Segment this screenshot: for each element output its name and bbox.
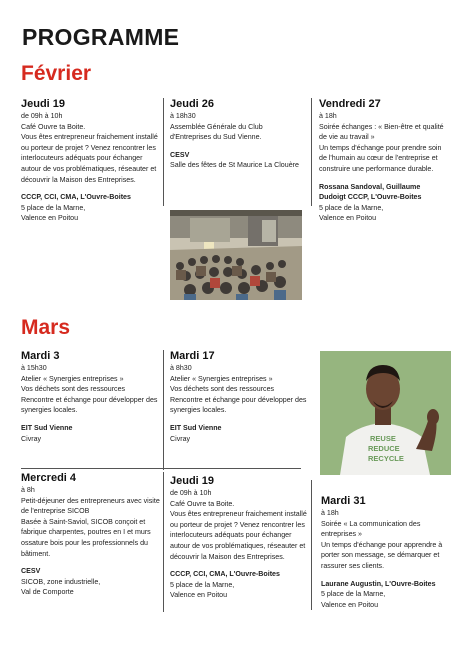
month-heading-fevrier: Février bbox=[21, 62, 92, 85]
event-city: Val de Comporte bbox=[21, 588, 74, 597]
event-time: à 15h30 bbox=[21, 364, 47, 372]
divider bbox=[163, 350, 164, 470]
event-organizer: Rossana Sandoval, Guillaume Dudoigt CCCP, L'Ouvre-Boites bbox=[319, 182, 422, 202]
event-organizer: CCCP, CCI, CMA, L'Ouvre-Boites bbox=[21, 193, 131, 202]
shirt-text-recycle: RECYCLE bbox=[368, 454, 404, 463]
event-fev-19 bbox=[21, 98, 161, 224]
event-time: de 09h à 10h bbox=[170, 489, 212, 497]
event-time: à 18h bbox=[319, 112, 337, 120]
event-desc: Soirée « La communication des entreprises » bbox=[321, 519, 421, 539]
event-organizer: CCCP, CCI, CMA, L'Ouvre-Boites bbox=[170, 570, 280, 579]
event-desc: Vous êtes entrepreneur fraichement installé ou porteur de projet ? Venez rencontrer les interlocuteurs adéquats pour échanger autour de vos problématiques, réseauter et découvrir la Maison des Entreprises. bbox=[21, 133, 158, 184]
event-fev-27 bbox=[319, 98, 449, 224]
event-desc: Un temps d'échange pour prendre soin de l'humain au cœur de l'entreprise et construire une performance durable. bbox=[319, 143, 442, 173]
event-time: à 18h bbox=[321, 509, 339, 517]
event-day: Jeudi 19 bbox=[21, 98, 66, 110]
event-place: 5 place de la Marne, bbox=[321, 590, 386, 599]
event-day: Mercredi 4 bbox=[21, 472, 77, 484]
event-city: Civray bbox=[170, 434, 191, 443]
event-desc: Assemblée Générale du Club d'Entreprises du Sud Vienne. bbox=[170, 122, 263, 142]
event-organizer: Laurane Augustin, L'Ouvre-Boites bbox=[321, 579, 436, 588]
event-day: Vendredi 27 bbox=[319, 98, 381, 110]
event-mars-4 bbox=[21, 472, 161, 598]
event-desc: Vos déchets sont des ressources bbox=[21, 385, 126, 394]
event-place: Salle des fêtes de St Maurice La Clouère bbox=[170, 161, 299, 170]
event-time: à 18h30 bbox=[170, 112, 196, 120]
event-time: à 8h30 bbox=[170, 364, 192, 372]
event-desc: Petit-déjeuner des entrepreneurs avec visite de l'entreprise SICOB bbox=[21, 496, 160, 516]
event-time: à 8h bbox=[21, 486, 35, 494]
event-city: Valence en Poitou bbox=[319, 214, 377, 223]
month-heading-mars: Mars bbox=[21, 316, 71, 339]
event-place: 5 place de la Marne, bbox=[170, 580, 235, 589]
divider bbox=[311, 98, 312, 206]
event-desc: Basée à Saint-Saviol, SICOB conçoit et fabrique charpentes, poutres en I et murs ossature bois pour les professionnels du bâtiment. bbox=[21, 517, 151, 558]
event-organizer: EIT Sud Vienne bbox=[170, 423, 222, 432]
event-day: Jeudi 19 bbox=[170, 475, 215, 487]
event-mars-31 bbox=[321, 495, 453, 610]
event-desc: Un temps d'échange pour apprendre à porter son message, se démarquer et rassurer ses clients. bbox=[321, 540, 443, 570]
event-desc: Atelier « Synergies entreprises » bbox=[170, 374, 273, 383]
event-organizer: EIT Sud Vienne bbox=[21, 423, 73, 432]
event-city: Civray bbox=[21, 434, 42, 443]
recycle-photo bbox=[320, 351, 451, 475]
event-place: 5 place de la Marne, bbox=[319, 203, 384, 212]
event-place: SICOB, zone industrielle, bbox=[21, 577, 101, 586]
event-mars-17 bbox=[170, 350, 310, 444]
event-day: Mardi 17 bbox=[170, 350, 215, 362]
event-desc: Soirée échanges : « Bien-être et qualité de vie au travail » bbox=[319, 122, 444, 142]
event-desc: Rencontre et échange pour développer des synergies locales. bbox=[21, 395, 158, 415]
shirt-text-reduce: REDUCE bbox=[368, 444, 400, 453]
divider bbox=[163, 98, 164, 206]
event-organizer: CESV bbox=[170, 150, 190, 159]
page-title: PROGRAMME bbox=[22, 24, 180, 50]
event-city: Valence en Poitou bbox=[21, 214, 79, 223]
event-place: 5 place de la Marne, bbox=[21, 203, 86, 212]
event-organizer: CESV bbox=[21, 567, 41, 576]
event-desc: Café Ouvre ta Boite. bbox=[21, 122, 86, 131]
divider bbox=[21, 468, 301, 469]
event-day: Mardi 31 bbox=[321, 495, 366, 507]
event-mars-19 bbox=[170, 475, 310, 601]
event-day: Jeudi 26 bbox=[170, 98, 215, 110]
event-desc: Vos déchets sont des ressources bbox=[170, 385, 275, 394]
event-city: Valence en Poitou bbox=[170, 591, 228, 600]
event-desc: Café Ouvre ta Boite. bbox=[170, 499, 235, 508]
event-city: Valence en Poitou bbox=[321, 600, 379, 609]
event-time: de 09h à 10h bbox=[21, 112, 63, 120]
event-mars-3 bbox=[21, 350, 161, 444]
event-desc: Rencontre et échange pour développer des synergies locales. bbox=[170, 395, 307, 415]
event-desc: Atelier « Synergies entreprises » bbox=[21, 374, 124, 383]
divider bbox=[163, 472, 164, 612]
event-fev-26 bbox=[170, 98, 300, 171]
event-day: Mardi 3 bbox=[21, 350, 60, 362]
event-desc: Vous êtes entrepreneur fraichement installé ou porteur de projet ? Venez rencontrer les interlocuteurs adéquats pour échanger autour de vos problématiques, réseauter et découvrir la Maison des Entreprises. bbox=[170, 510, 307, 561]
divider bbox=[311, 480, 312, 610]
shirt-text-reuse: REUSE bbox=[370, 434, 396, 443]
conference-photo bbox=[170, 210, 302, 300]
